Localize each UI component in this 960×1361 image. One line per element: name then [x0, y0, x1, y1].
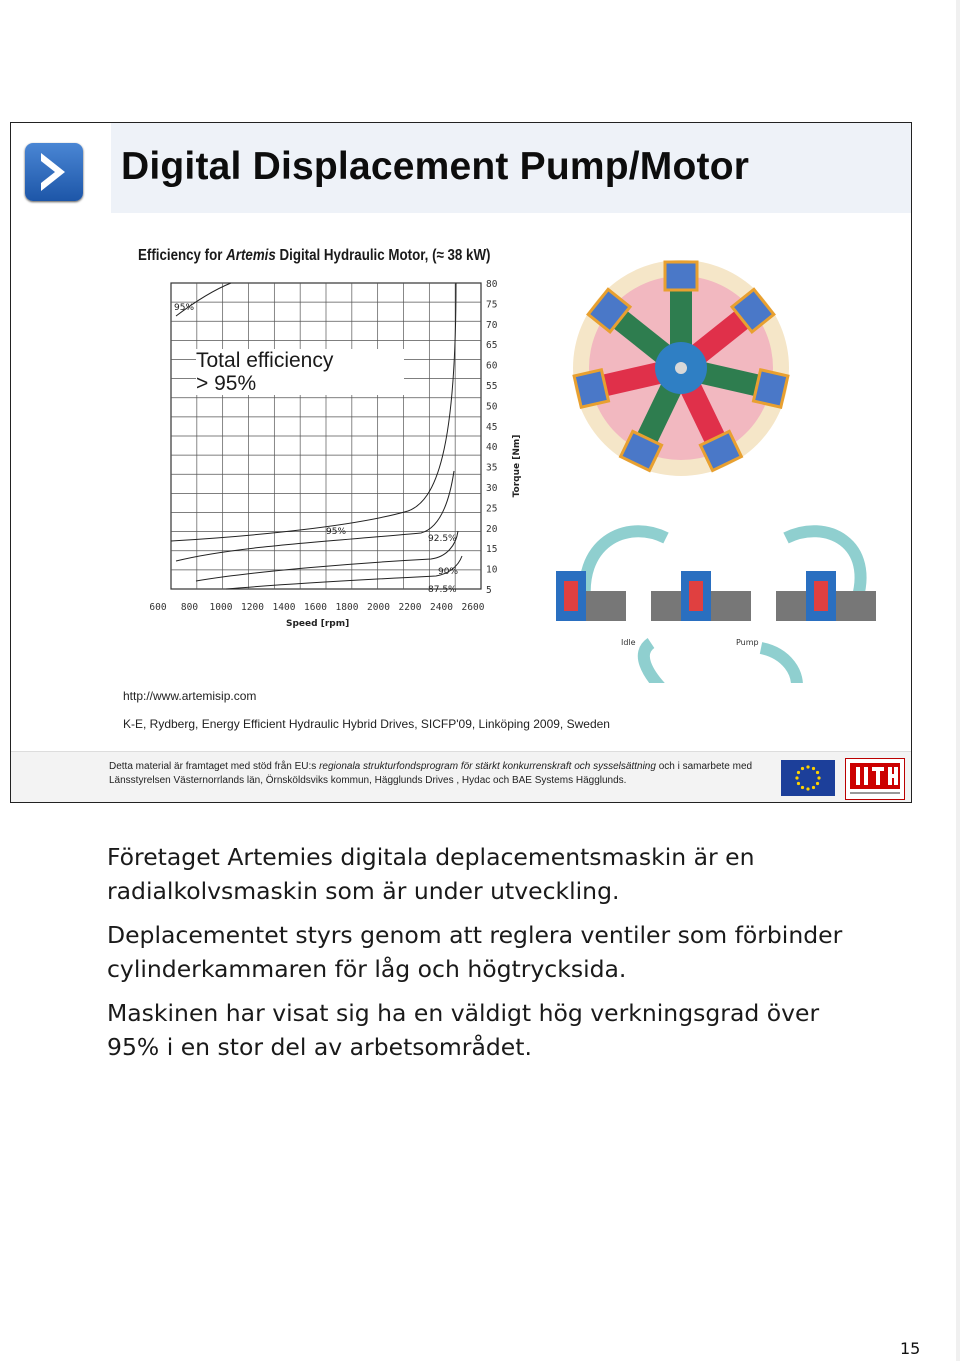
y-tick-label: 75: [486, 299, 498, 311]
page-number: 15: [900, 1339, 921, 1358]
y-tick-label: 65: [486, 340, 498, 352]
y-tick-label: 35: [486, 462, 498, 474]
y-tick-label: 10: [486, 564, 498, 576]
contour-label-92-5: 92.5%: [428, 534, 457, 544]
efficiency-contour: [171, 283, 456, 541]
eu-star: [816, 782, 819, 785]
efficiency-contour: [176, 471, 454, 561]
y-tick-label: 80: [486, 279, 498, 290]
eu-star: [795, 776, 798, 779]
y-tick-label: 20: [486, 523, 498, 535]
eu-star: [817, 776, 820, 779]
eu-star: [797, 782, 800, 785]
eu-flag-logo: [781, 760, 835, 796]
eu-star: [806, 765, 809, 768]
eu-star: [812, 767, 815, 770]
eu-star: [801, 767, 804, 770]
page-edge: [956, 0, 960, 1361]
idle-label: Idle: [621, 638, 636, 647]
y-tick-label: 15: [486, 544, 498, 556]
body-paragraph: Maskinen har visat sig ha en väldigt hög verkningsgrad över 95% i en stor del av arbetsområdet.: [107, 999, 820, 1061]
source-link[interactable]: http://www.artemisip.com: [123, 689, 257, 703]
valve-section-middle-icon: [651, 571, 751, 621]
slide-title: Digital Displacement Pump/Motor: [121, 145, 750, 188]
eu-star: [812, 786, 815, 789]
slide-header: [11, 123, 911, 213]
slide-footer: [11, 751, 911, 803]
cycle-arrow-bottom-right-icon: [761, 648, 797, 683]
contour-label-95-low: 95%: [326, 527, 347, 537]
contour-label-87-5: 87.5%: [428, 585, 457, 595]
y-tick-label: 60: [486, 360, 498, 372]
contour-label-90: 90%: [438, 567, 459, 577]
funding-statement: Detta material är framtaget med stöd från EU:s regionala strukturfondsprogram för stärkt konkurrenskraft och sysselsättning och i samarbete med Länsstyrelsen Västernorrlands län, Örnsköldsviks kommun, Hägglunds Drives , Hydac och BAE Systems Hägglunds.: [109, 761, 753, 786]
x-tick-label: 2600: [461, 602, 485, 613]
x-tick-label: 1400: [272, 602, 296, 613]
y-axis-ticks: [486, 279, 498, 596]
x-axis-label: Speed [rpm]: [286, 619, 350, 629]
y-tick-label: 70: [486, 319, 498, 331]
x-tick-label: 800: [180, 602, 199, 613]
x-axis-ticks: [149, 602, 484, 613]
x-tick-label: 2200: [398, 602, 422, 613]
embedded-slide: [10, 122, 912, 803]
body-paragraph: Företaget Artemies digitala deplacementsmaskin är en radialkolvsmaskin som är under utveckling.: [107, 843, 755, 905]
x-tick-label: 2000: [367, 602, 390, 613]
eu-star: [797, 771, 800, 774]
y-tick-label: 55: [486, 381, 498, 392]
overlay-line-2: > 95%: [196, 372, 257, 395]
y-tick-label: 25: [486, 503, 498, 515]
y-axis-label: Torque [Nm]: [512, 434, 522, 498]
x-tick-label: 1800: [335, 602, 359, 613]
efficiency-chart: [136, 271, 536, 631]
efficiency-contour: [196, 531, 458, 581]
body-text: [107, 840, 867, 1074]
x-tick-label: 2400: [430, 602, 453, 613]
radial-piston-machine-icon: [573, 260, 789, 476]
x-tick-label: 600: [149, 602, 167, 613]
overlay-line-1: Total efficiency: [196, 349, 334, 372]
x-tick-label: 1200: [241, 602, 264, 613]
pump-label: Pump: [736, 638, 759, 647]
ith-logo: [845, 758, 905, 800]
y-tick-label: 30: [486, 483, 498, 494]
total-efficiency-overlay: [196, 349, 404, 395]
y-tick-label: 5: [486, 585, 492, 596]
pump-motor-diagram: [556, 253, 912, 683]
reference-text: K-E, Rydberg, Energy Efficient Hydraulic Hybrid Drives, SICFP'09, Linköping 2009, Sweden: [123, 717, 610, 731]
y-tick-label: 50: [486, 401, 498, 413]
contour-label-95-top: 95%: [174, 303, 195, 313]
eu-star: [801, 786, 804, 789]
eu-star: [816, 771, 819, 774]
eu-star: [806, 787, 809, 790]
y-tick-label: 40: [486, 442, 498, 454]
x-tick-label: 1600: [304, 602, 327, 613]
cycle-arrow-bottom-left-icon: [644, 643, 666, 683]
chevron-right-icon: [25, 143, 83, 201]
chart-title: Efficiency for Artemis Digital Hydraulic Motor, (≈ 38 kW): [138, 247, 491, 264]
y-tick-label: 45: [486, 421, 498, 433]
body-paragraph: Deplacementet styrs genom att reglera ventiler som förbinder cylinderkammaren för låg och högtrycksida.: [107, 921, 843, 983]
x-tick-label: 1000: [209, 602, 233, 613]
